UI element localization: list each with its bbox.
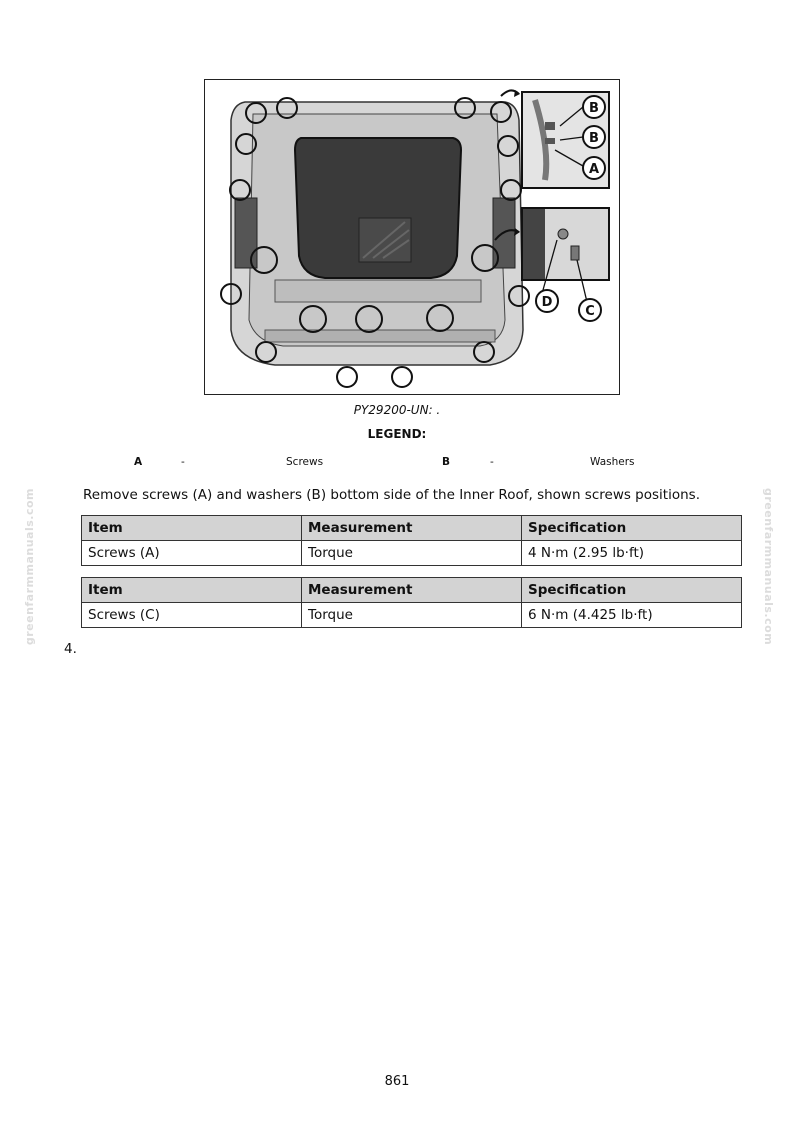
- header-item: Item: [82, 578, 302, 603]
- callout-c: C: [585, 304, 595, 319]
- legend-dash-a: -: [181, 456, 185, 468]
- header-specification: Specification: [522, 516, 742, 541]
- legend-title: LEGEND:: [367, 427, 427, 441]
- legend-dash-b: -: [490, 456, 494, 468]
- legend-label-a: Screws: [286, 456, 324, 468]
- callout-d: D: [541, 295, 553, 310]
- cell-item: Screws (A): [82, 541, 302, 566]
- watermark-right: greenfarmmanuals.com: [762, 488, 775, 646]
- instruction-text: Remove screws (A) and washers (B) bottom side of the Inner Roof, shown screws positions.: [83, 487, 700, 503]
- cell-item: Screws (C): [82, 603, 302, 628]
- page-number: 861: [384, 1074, 410, 1089]
- table-row: [82, 541, 742, 566]
- cell-specification: 4 N·m (2.95 lb·ft): [522, 541, 742, 566]
- header-measurement: Measurement: [302, 578, 522, 603]
- step-number: 4.: [64, 641, 77, 657]
- figure-caption: PY29200-UN: .: [353, 403, 441, 417]
- cell-measurement: Torque: [302, 541, 522, 566]
- table-row: [82, 603, 742, 628]
- header-item: Item: [82, 516, 302, 541]
- callout-a: A: [588, 162, 600, 177]
- inner-roof-illustration: [204, 79, 620, 395]
- header-measurement: Measurement: [302, 516, 522, 541]
- roof-drawing: [205, 80, 618, 393]
- cell-specification: 6 N·m (4.425 lb·ft): [522, 603, 742, 628]
- legend-label-b: Washers: [590, 456, 635, 468]
- legend-key-a: A: [134, 456, 143, 468]
- header-specification: Specification: [522, 578, 742, 603]
- callout-b-middle: B: [589, 131, 599, 146]
- table-header-row: [82, 578, 742, 603]
- callout-b-top: B: [589, 101, 599, 116]
- torque-table-screws-a: [81, 515, 742, 566]
- torque-table-screws-c: [81, 577, 742, 628]
- legend-key-b: B: [442, 456, 451, 468]
- cell-measurement: Torque: [302, 603, 522, 628]
- table-header-row: [82, 516, 742, 541]
- watermark-left: greenfarmmanuals.com: [23, 488, 36, 646]
